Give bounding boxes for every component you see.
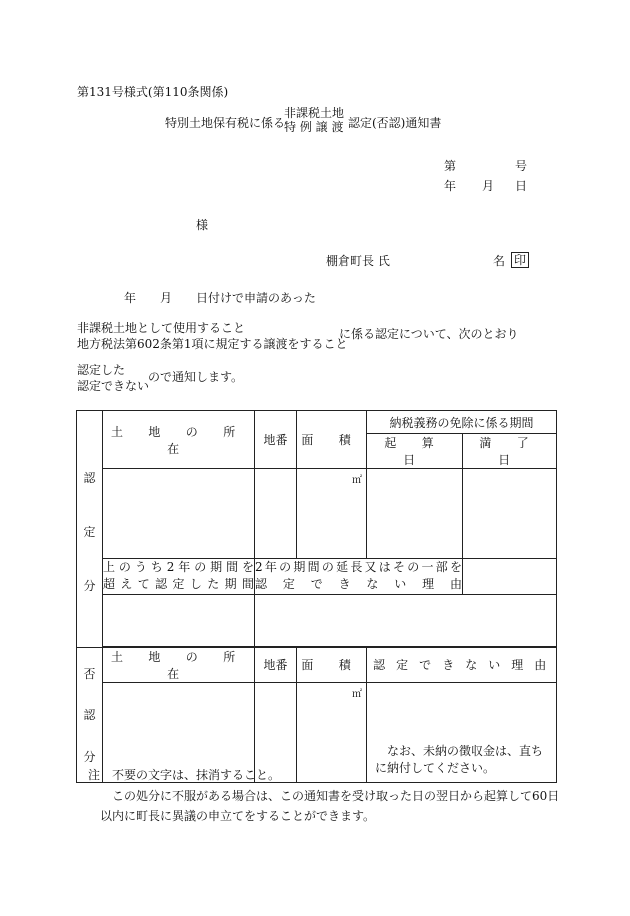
title-prefix: 特別土地保有税に係る bbox=[165, 116, 286, 130]
header-lot-number: 地番 bbox=[255, 411, 297, 469]
area-unit-label: ㎡ bbox=[352, 475, 362, 486]
header-area: 面 積 bbox=[297, 411, 367, 469]
denied-section-label bbox=[77, 647, 103, 782]
seal-text: 印 bbox=[511, 252, 529, 268]
seal-mark bbox=[511, 252, 529, 268]
denied-area-unit-label: ㎡ bbox=[352, 688, 362, 700]
header-exemption-period: 納税義務の免除に係る期間 bbox=[367, 411, 557, 434]
header-end-date: 満 了 日 bbox=[463, 434, 557, 469]
title-option-special-transfer: 特 例 譲 渡 bbox=[284, 120, 344, 135]
issuer-name-label: 名 bbox=[493, 254, 506, 268]
addressee-sama: 様 bbox=[196, 218, 209, 232]
purpose-option-transfer: 地方税法第602条第1項に規定する譲渡をすること bbox=[77, 337, 348, 352]
approved-section-label bbox=[77, 411, 103, 648]
denied-header-reason: 認 定 で き な い 理 由 bbox=[367, 647, 557, 682]
note-text: 不要の文字は、抹消すること。 bbox=[112, 768, 281, 782]
certification-table bbox=[76, 410, 557, 783]
extension-period-cell[interactable] bbox=[103, 594, 255, 646]
extension-reason-header bbox=[255, 559, 463, 595]
doc-number-dai: 第 bbox=[444, 159, 457, 173]
date-month: 月 bbox=[482, 179, 495, 193]
approved-char-1: 認 bbox=[83, 471, 96, 486]
note-mark: 注 bbox=[88, 768, 101, 782]
result-suffix: ので通知します。 bbox=[148, 370, 244, 384]
appeal-line-2: 以内に町長に異議の申立てをすることができます。 bbox=[100, 809, 376, 823]
denied-char-1: 否 bbox=[83, 666, 96, 681]
result-option-approved: 認定した bbox=[77, 363, 126, 377]
title-option-nontaxable: 非課税土地 bbox=[284, 106, 345, 120]
title-suffix: 認定(否認)通知書 bbox=[348, 116, 442, 130]
extension-period-line2: 超えて認定した期間 bbox=[103, 577, 254, 592]
request-month: 月 bbox=[160, 291, 173, 305]
appeal-line-1: この処分に不服がある場合は、この通知書を受け取った日の翌日から起算して60日 bbox=[112, 789, 560, 803]
extension-reason-cell[interactable] bbox=[255, 594, 557, 646]
approved-location-cell[interactable] bbox=[103, 469, 255, 559]
extension-period-header bbox=[103, 559, 255, 595]
title-options bbox=[284, 106, 344, 135]
header-start-date: 起 算 日 bbox=[367, 434, 463, 469]
approved-char-3: 分 bbox=[83, 579, 96, 594]
denied-area-cell[interactable] bbox=[297, 682, 367, 782]
purpose-option-use: 非課税土地として使用すること bbox=[77, 321, 246, 335]
denied-header-lot-number: 地番 bbox=[255, 647, 297, 682]
form-number: 第131号様式(第110条関係) bbox=[77, 85, 229, 99]
denied-char-3: 分 bbox=[83, 749, 96, 764]
result-options bbox=[77, 362, 149, 394]
denied-header-location: 土 地 の 所 在 bbox=[103, 647, 255, 682]
approved-end-cell[interactable] bbox=[463, 469, 557, 559]
date-year: 年 bbox=[444, 179, 457, 193]
doc-number-go: 号 bbox=[515, 159, 528, 173]
approved-char-2: 定 bbox=[83, 525, 96, 540]
extension-reason-line2: 認 定 で き な い 理 由 bbox=[255, 577, 462, 592]
denied-char-2: 認 bbox=[83, 708, 96, 723]
approved-area-cell[interactable] bbox=[297, 469, 367, 559]
denied-note: なお、未納の徴収金は、直ちに納付してください。 bbox=[375, 744, 544, 776]
header-location: 土 地 の 所 在 bbox=[103, 411, 255, 469]
denied-reason-cell[interactable] bbox=[367, 682, 557, 782]
extension-period-line1: 上のうち2年の期間を bbox=[103, 560, 254, 574]
approved-start-cell[interactable] bbox=[367, 469, 463, 559]
extension-blank-cell bbox=[463, 559, 557, 595]
request-text: 日付けで申請のあった bbox=[196, 291, 316, 305]
denied-header-area: 面 積 bbox=[297, 647, 367, 682]
request-year: 年 bbox=[124, 291, 137, 305]
approved-lot-cell[interactable] bbox=[255, 469, 297, 559]
issuer-office: 棚倉町長 氏 bbox=[326, 254, 390, 268]
purpose-suffix: に係る認定について、次のとおり bbox=[339, 327, 519, 341]
result-option-denied: 認定できない bbox=[77, 379, 150, 394]
date-day: 日 bbox=[515, 179, 528, 193]
extension-reason-line1: 2年の期間の延長又はその一部を bbox=[255, 560, 462, 574]
purpose-options bbox=[77, 320, 348, 352]
